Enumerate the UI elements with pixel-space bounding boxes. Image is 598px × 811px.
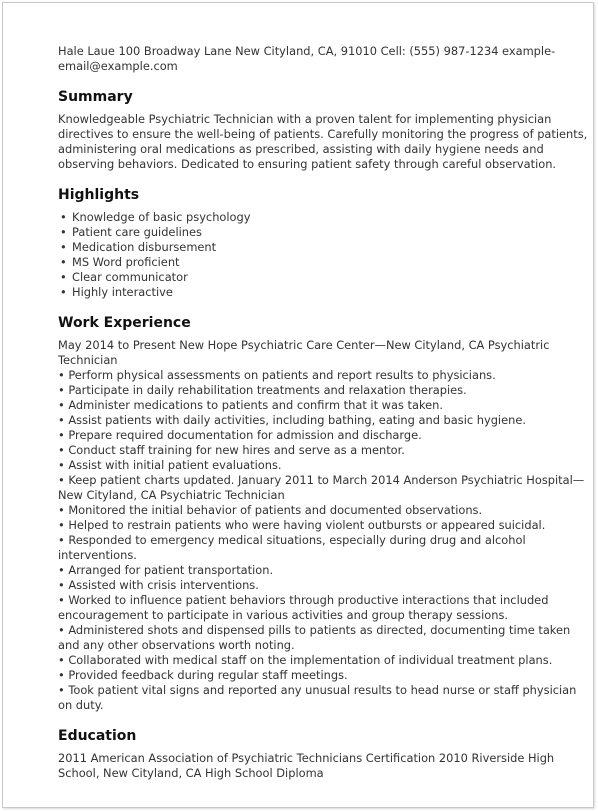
highlight-item: • Highly interactive	[58, 285, 588, 300]
experience-line: • Assisted with crisis interventions.	[58, 578, 259, 592]
highlight-item: • Clear communicator	[58, 270, 588, 285]
work-experience-heading: Work Experience	[58, 315, 191, 331]
highlight-item: • Medication disbursement	[58, 240, 588, 255]
experience-line: • Administer medications to patients and confirm that it was taken.	[58, 398, 443, 412]
experience-line: • Monitored the initial behavior of patients and documented observations.	[58, 503, 483, 517]
experience-line: May 2014 to Present New Hope Psychiatric Care Center—New Cityland, CA Psychiatric Technician	[58, 338, 550, 367]
experience-line: • Assist patients with daily activities, including bathing, eating and basic hygiene.	[58, 413, 526, 427]
experience-line: • Collaborated with medical staff on the implementation of individual treatment plans.	[58, 653, 553, 667]
contact-info: Hale Laue 100 Broadway Lane New Cityland, CA, 91010 Cell: (555) 987-1234 example-email@example.com	[58, 44, 556, 73]
education-heading: Education	[58, 728, 137, 744]
experience-line: • Took patient vital signs and reported any unusual results to head nurse or staff physician on duty.	[58, 683, 577, 712]
experience-line: • Assist with initial patient evaluations.	[58, 458, 282, 472]
education-text: 2011 American Association of Psychiatric Technicians Certification 2010 Riverside High School, New Cityland, CA High School Diploma	[58, 751, 555, 780]
experience-line: • Participate in daily rehabilitation treatments and relaxation therapies.	[58, 383, 467, 397]
experience-line: • Helped to restrain patients who were having violent outbursts or appeared suicidal.	[58, 518, 546, 532]
experience-line: • Perform physical assessments on patients and report results to physicians.	[58, 368, 496, 382]
highlights-list	[58, 210, 588, 300]
resume-content	[58, 44, 588, 781]
experience-line: • Prepare required documentation for admission and discharge.	[58, 428, 422, 442]
experience-line: • Administered shots and dispensed pills to patients as directed, documenting time taken and any other observations worth noting.	[58, 623, 571, 652]
highlights-heading: Highlights	[58, 187, 140, 203]
experience-line: • Provided feedback during regular staff meetings.	[58, 668, 348, 682]
highlight-item: • Patient care guidelines	[58, 225, 588, 240]
experience-line: • Conduct staff training for new hires and serve as a mentor.	[58, 443, 405, 457]
experience-line: • Arranged for patient transportation.	[58, 563, 274, 577]
experience-line: • Keep patient charts updated. January 2011 to March 2014 Anderson Psychiatric Hospital—New Cityland, CA Psychiatric Technician	[58, 473, 585, 502]
summary-heading: Summary	[58, 89, 133, 105]
summary-text: Knowledgeable Psychiatric Technician with a proven talent for implementing physician directives to ensure the well-being of patients. Carefully monitoring the progress of patients, administering oral medications as prescribed, assisting with daily hygiene needs and observing behaviors. Dedicated to ensuring patient safety through careful observation.	[58, 112, 588, 171]
highlight-item: • Knowledge of basic psychology	[58, 210, 588, 225]
experience-line: • Responded to emergency medical situations, especially during drug and alcohol interventions.	[58, 533, 526, 562]
highlight-item: • MS Word proficient	[58, 255, 588, 270]
resume-page	[2, 2, 594, 808]
work-experience-body	[58, 338, 588, 713]
experience-line: • Worked to influence patient behaviors through productive interactions that included encouragement to participate in various activities and group therapy sessions.	[58, 593, 549, 622]
